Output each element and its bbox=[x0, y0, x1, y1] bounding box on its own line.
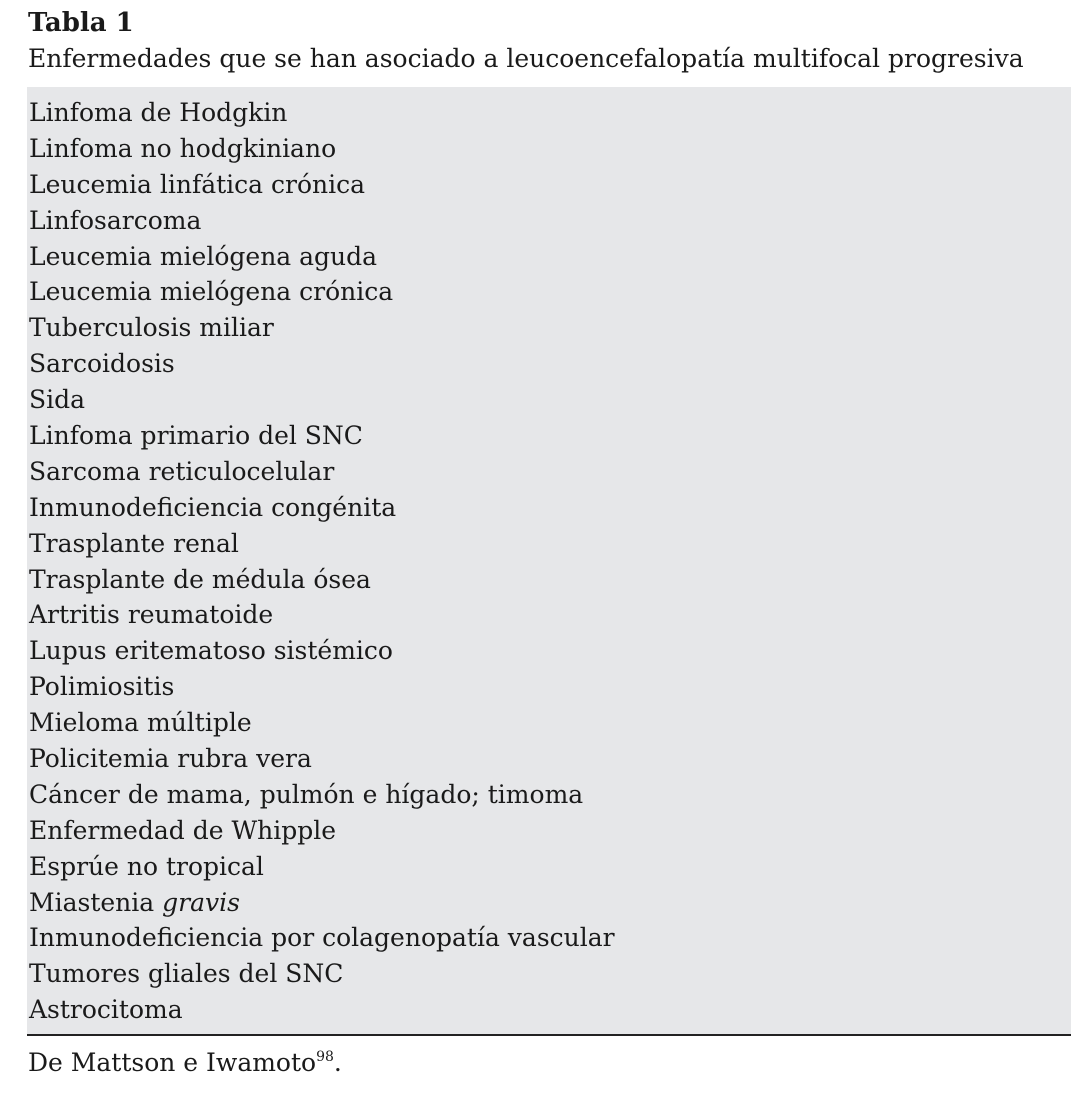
table-row bbox=[27, 274, 1071, 310]
table-row bbox=[27, 131, 1071, 167]
table-row bbox=[27, 346, 1071, 382]
table-source-note bbox=[28, 1046, 342, 1080]
disease-name: Enfermedad de Whipple bbox=[29, 815, 337, 845]
disease-list bbox=[27, 95, 1071, 1028]
table-row bbox=[27, 562, 1071, 598]
disease-name: Sida bbox=[29, 385, 86, 415]
disease-name: Lupus eritematoso sistémico bbox=[29, 636, 393, 666]
disease-name: Cáncer de mama, pulmón e hígado; timoma bbox=[29, 779, 584, 809]
reference-superscript: 98 bbox=[316, 1049, 334, 1065]
disease-name: Tumores gliales del SNC bbox=[29, 959, 344, 989]
disease-name: Leucemia mielógena crónica bbox=[29, 277, 394, 307]
disease-name: Linfoma primario del SNC bbox=[29, 421, 363, 451]
table-row bbox=[27, 418, 1071, 454]
disease-name: Tuberculosis miliar bbox=[29, 313, 274, 343]
table-row bbox=[27, 885, 1071, 921]
table-row bbox=[27, 95, 1071, 131]
disease-name: Sarcoidosis bbox=[29, 349, 175, 379]
table-row bbox=[27, 239, 1071, 275]
table-row bbox=[27, 992, 1071, 1028]
table-row bbox=[27, 849, 1071, 885]
table-row bbox=[27, 741, 1071, 777]
disease-name-italic: gravis bbox=[162, 887, 240, 917]
table-row bbox=[27, 669, 1071, 705]
disease-name: Trasplante de médula ósea bbox=[29, 564, 371, 594]
table-row bbox=[27, 490, 1071, 526]
table-row bbox=[27, 813, 1071, 849]
table-row bbox=[27, 705, 1071, 741]
disease-name: Mieloma múltiple bbox=[29, 708, 252, 738]
disease-name: Polimiositis bbox=[29, 672, 175, 702]
disease-name: Inmunodeficiencia congénita bbox=[29, 492, 397, 522]
table-row bbox=[27, 526, 1071, 562]
table-caption: Enfermedades que se han asociado a leucoencefalopatía multifocal progresiva bbox=[28, 44, 1024, 73]
table-body bbox=[27, 87, 1071, 1036]
table-row bbox=[27, 167, 1071, 203]
disease-name: Linfosarcoma bbox=[29, 205, 202, 235]
source-text: De Mattson e Iwamoto bbox=[28, 1048, 317, 1077]
table-row bbox=[27, 454, 1071, 490]
disease-name: Policitemia rubra vera bbox=[29, 744, 312, 774]
source-end-punctuation: . bbox=[333, 1048, 342, 1077]
disease-name: Leucemia mielógena aguda bbox=[29, 241, 378, 271]
disease-name: Linfoma de Hodgkin bbox=[29, 98, 288, 127]
table-row bbox=[27, 633, 1071, 669]
disease-name: Leucemia linfática crónica bbox=[29, 169, 365, 199]
table-row bbox=[27, 203, 1071, 239]
table-row bbox=[27, 382, 1071, 418]
table-row bbox=[27, 310, 1071, 346]
table-row bbox=[27, 597, 1071, 633]
table-label: Tabla 1 bbox=[28, 8, 134, 38]
disease-name: Sarcoma reticulocelular bbox=[29, 456, 335, 486]
disease-name: Inmunodeficiencia por colagenopatía vascular bbox=[29, 923, 615, 953]
disease-name: Miastenia bbox=[29, 887, 163, 917]
table-row bbox=[27, 777, 1071, 813]
disease-name: Esprúe no tropical bbox=[29, 851, 264, 881]
disease-name: Astrocitoma bbox=[29, 995, 183, 1025]
table-row bbox=[27, 920, 1071, 956]
disease-name: Artritis reumatoide bbox=[29, 600, 274, 630]
disease-name: Trasplante renal bbox=[29, 528, 239, 558]
disease-name: Linfoma no hodgkiniano bbox=[29, 133, 337, 163]
table-row bbox=[27, 956, 1071, 992]
